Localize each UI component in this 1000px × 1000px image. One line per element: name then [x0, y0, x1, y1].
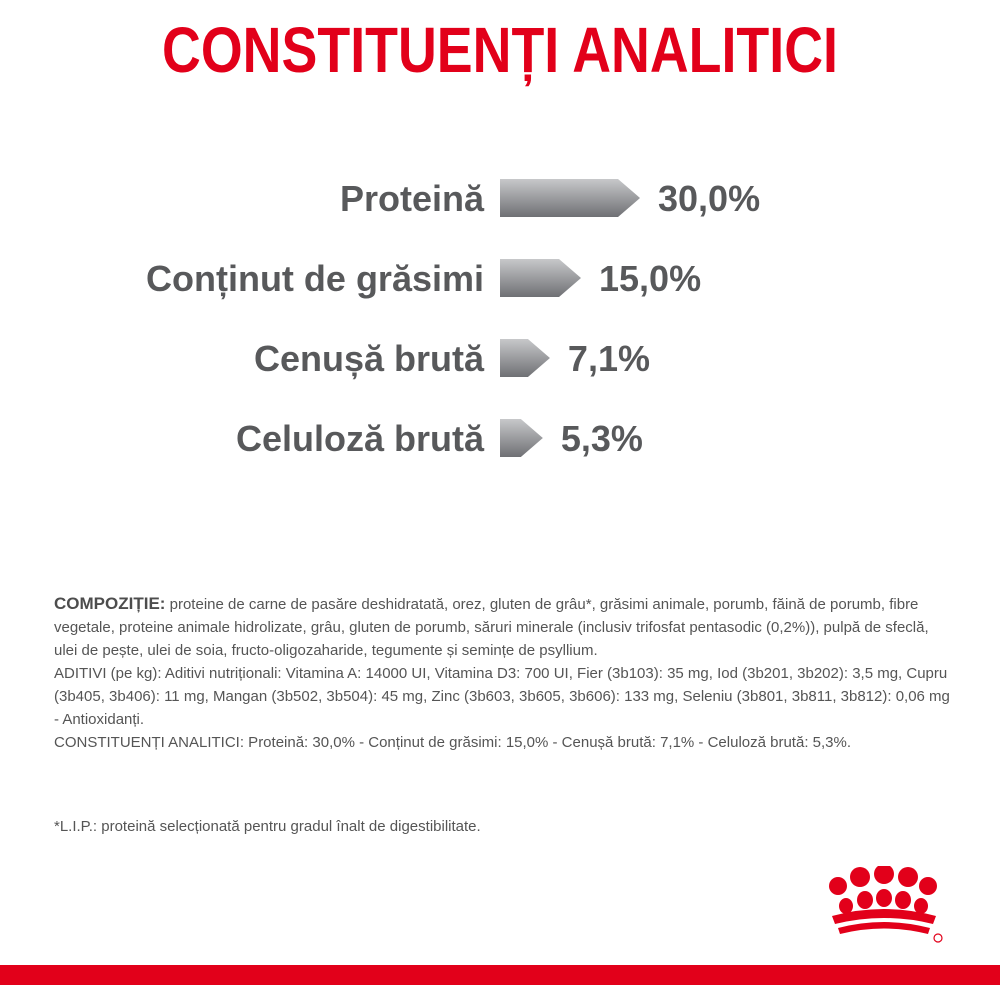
- category-label: Celuloză brută: [235, 418, 484, 459]
- data-bar: [500, 179, 640, 217]
- category-label: Conținut de grăsimi: [145, 258, 484, 299]
- value-label: 30,0%: [658, 178, 761, 219]
- footer-bar: [0, 965, 1000, 985]
- nutrient-bar-chart: [0, 160, 1000, 480]
- royal-canin-crown-icon: [818, 866, 948, 948]
- footnote: *L.I.P.: proteină selecționată pentru gradul înalt de digestibilitate.: [54, 818, 481, 835]
- data-bar: [500, 419, 543, 457]
- data-bar: [500, 259, 581, 297]
- category-label: Proteină: [339, 178, 484, 219]
- analytical-constituents-text: CONSTITUENȚI ANALITICI: Proteină: 30,0% - Conținut de grăsimi: 15,0% - Cenușă brută: 7,1% - Celuloză brută: 5,3%.: [54, 734, 852, 751]
- composition-label: COMPOZIȚIE:: [54, 594, 166, 613]
- composition-block: [54, 592, 954, 754]
- additives-text: ADITIVI (pe kg): Aditivi nutriționali: Vitamina A: 14000 UI, Vitamina D3: 700 UI, Fier (3b103): 35 mg, Iod (3b201, 3b202): 3,5 mg, Cupru (3b405, 3b406): 11 mg, Mangan (3b502, 3b504): 45 mg, Zinc (3b603, 3b605, 3b606): 133 mg, Seleniu (3b801, 3b811, 3b812): 0,06 mg - Antioxidanți.: [54, 665, 950, 728]
- value-label: 5,3%: [560, 418, 643, 459]
- composition-text: proteine de carne de pasăre deshidratată, orez, gluten de grâu*, grăsimi animale, porumb, făină de porumb, fibre vegetale, proteine animale hidrolizate, grâu, gluten de porumb, săruri minerale (inclusiv trifosfat pentasodic (0,2%)), pulpă de sfeclă, ulei de pește, ulei de soia, fructo-oligozaharide, tegumente și semințe de psyllium.: [54, 596, 929, 659]
- category-label: Cenușă brută: [253, 338, 484, 379]
- data-bar: [500, 339, 550, 377]
- value-label: 7,1%: [567, 338, 650, 379]
- value-label: 15,0%: [599, 258, 702, 299]
- page-title: CONSTITUENȚI ANALITICI: [162, 14, 838, 86]
